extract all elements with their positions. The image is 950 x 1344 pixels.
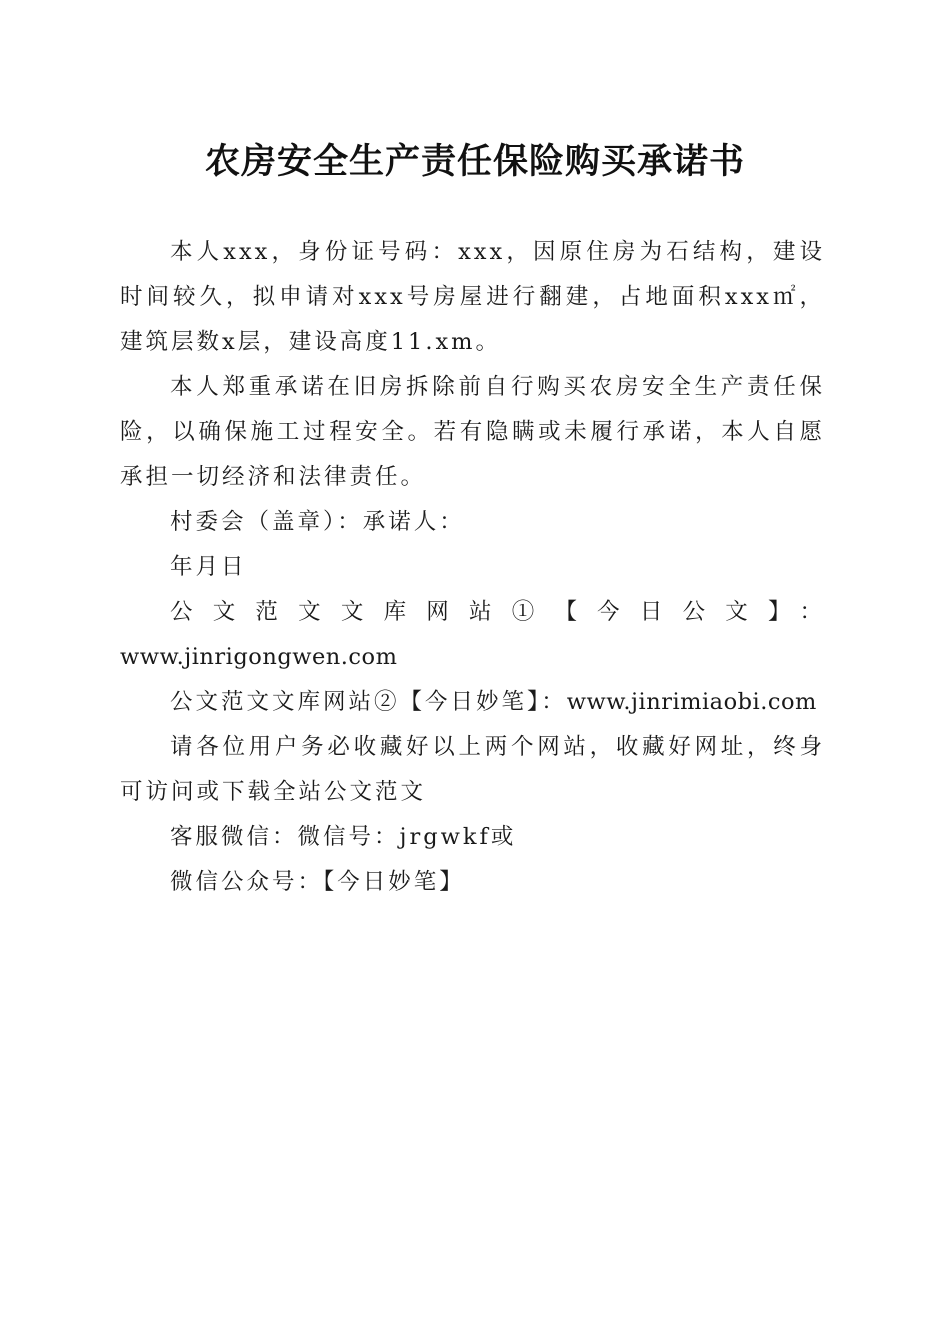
date-line: 年月日 [170,554,247,580]
document-title: 农房安全生产责任保险购买承诺书 [204,141,745,182]
paragraph-commitment: 本人郑重承诺在旧房拆除前自行购买农房安全生产责任保险，以确保施工过程安全。若有隐瞒或未履行承诺，本人自愿承担一切经济和法律责任。 [120,374,825,490]
paragraph-applicant-info: 本人xxx，身份证号码：xxx，因原住房为石结构，建设时间较久，拟申请对xxx号房屋进行翻建，占地面积xxx㎡，建筑层数x层，建设高度11.xm。 [120,239,825,355]
website-2-line [120,680,825,725]
customer-service-line: 客服微信：微信号：jrgwkf或 [170,824,517,850]
website-1-line [120,590,825,680]
website-1-url[interactable]: www.jinrigongwen.com [120,644,398,670]
website-2-label: 公文范文文库网站②【今日妙笔】： [170,689,567,715]
notice-paragraph: 请各位用户务必收藏好以上两个网站，收藏好网址，终身可访问或下载全站公文范文 [120,734,825,805]
signature-line: 村委会（盖章）：承诺人： [170,509,465,535]
website-1-label: 公文范文文库网站①【今日公文】： [170,599,825,625]
document-body [120,230,825,905]
official-account-line: 微信公众号：【今日妙笔】 [170,869,465,895]
website-2-url[interactable]: www.jinrimiaobi.com [566,689,817,715]
